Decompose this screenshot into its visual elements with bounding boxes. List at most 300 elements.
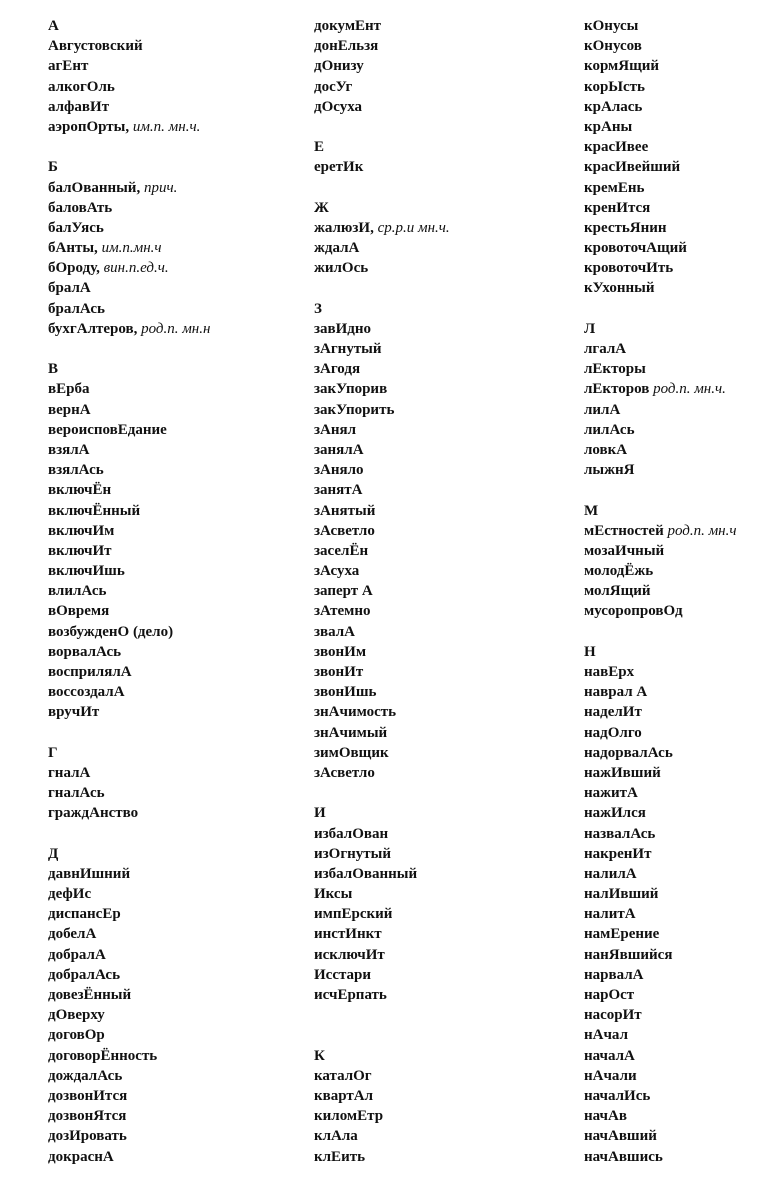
section-letter bbox=[48, 844, 298, 864]
word-entry bbox=[584, 824, 779, 844]
entry-word: лгалА bbox=[584, 341, 627, 357]
word-entry bbox=[48, 622, 298, 642]
entry-word: К bbox=[314, 1047, 325, 1064]
word-entry bbox=[48, 541, 298, 561]
entry-word: включЁнный bbox=[48, 502, 141, 519]
entry-word: дозИровать bbox=[48, 1128, 127, 1145]
spacer bbox=[314, 783, 559, 803]
word-entry bbox=[48, 501, 298, 521]
word-entry bbox=[48, 642, 298, 662]
column-3 bbox=[584, 16, 779, 1167]
word-entry bbox=[584, 541, 779, 561]
entry-word: жалюзИ, bbox=[314, 219, 374, 236]
entry-word: нарвалА bbox=[584, 966, 644, 983]
entry-word: дефИс bbox=[48, 886, 92, 903]
word-entry bbox=[314, 1106, 559, 1126]
section-letter bbox=[584, 319, 779, 339]
entry-word: начАвшись bbox=[584, 1148, 663, 1165]
word-entry bbox=[48, 238, 298, 258]
entry-word: балУясь bbox=[48, 219, 104, 236]
entry-word: лЕкторы bbox=[584, 361, 646, 378]
entry-word: М bbox=[584, 502, 599, 519]
word-entry bbox=[48, 601, 298, 621]
grammar-note: ср.р.и мн.ч. bbox=[377, 219, 450, 236]
spacer bbox=[584, 299, 779, 319]
word-entry bbox=[314, 985, 559, 1005]
entry-word: вероисповЕдание bbox=[48, 421, 167, 438]
word-entry bbox=[314, 339, 559, 359]
entry-word: бОроду, bbox=[48, 260, 100, 277]
entry-word: налИвший bbox=[584, 886, 659, 903]
entry-word: донЕльзя bbox=[314, 38, 379, 55]
grammar-note: им.п. мн.ч. bbox=[132, 118, 201, 135]
entry-word: Д bbox=[48, 845, 59, 862]
entry-word: бралАсь bbox=[48, 300, 105, 317]
section-letter bbox=[584, 642, 779, 662]
entry-word: налилА bbox=[584, 865, 637, 882]
word-entry bbox=[48, 924, 298, 944]
word-entry bbox=[314, 238, 559, 258]
entry-word: дозвонЯтся bbox=[48, 1108, 127, 1125]
entry-word: надОлго bbox=[584, 724, 642, 741]
entry-word: А bbox=[48, 18, 59, 34]
entry-word: исчЕрпать bbox=[314, 987, 387, 1003]
word-entry bbox=[48, 420, 298, 440]
entry-word: включЁн bbox=[48, 482, 112, 499]
word-entry bbox=[584, 1066, 779, 1086]
entry-word: вОвремя bbox=[48, 603, 110, 620]
word-entry bbox=[48, 521, 298, 541]
entry-word: изОгнутый bbox=[314, 845, 392, 862]
word-entry bbox=[314, 379, 559, 399]
word-entry bbox=[314, 359, 559, 379]
word-entry bbox=[584, 985, 779, 1005]
entry-word: кормЯщий bbox=[584, 58, 660, 75]
word-entry bbox=[584, 884, 779, 904]
entry-word: влилАсь bbox=[48, 583, 107, 600]
entry-word: налитА bbox=[584, 906, 636, 923]
entry-word: ворвалАсь bbox=[48, 643, 122, 660]
word-entry bbox=[584, 218, 779, 238]
entry-word: корЫсть bbox=[584, 78, 645, 95]
entry-word: Ж bbox=[314, 199, 329, 216]
word-entry bbox=[48, 965, 298, 985]
entry-word: ждалА bbox=[314, 240, 360, 257]
word-entry bbox=[48, 36, 298, 56]
entry-word: Иксы bbox=[314, 886, 353, 903]
word-entry bbox=[48, 278, 298, 298]
entry-word: нАчали bbox=[584, 1067, 637, 1084]
word-entry bbox=[48, 662, 298, 682]
word-entry bbox=[584, 137, 779, 157]
entry-word: закУпорить bbox=[314, 401, 395, 418]
word-entry bbox=[48, 218, 298, 238]
word-entry bbox=[48, 1046, 298, 1066]
entry-word: бралА bbox=[48, 280, 91, 297]
word-entry bbox=[584, 1106, 779, 1126]
word-entry bbox=[48, 682, 298, 702]
entry-word: киломЕтр bbox=[314, 1108, 384, 1125]
entry-word: надорвалАсь bbox=[584, 744, 673, 761]
word-entry bbox=[314, 945, 559, 965]
word-entry bbox=[48, 1147, 298, 1167]
spacer bbox=[314, 1005, 559, 1025]
entry-word: зАнял bbox=[314, 421, 357, 438]
entry-word: дождалАсь bbox=[48, 1067, 123, 1084]
word-entry bbox=[584, 1005, 779, 1025]
entry-word: назвалАсь bbox=[584, 825, 656, 842]
entry-word: бАнты, bbox=[48, 240, 98, 257]
word-entry bbox=[584, 339, 779, 359]
word-entry bbox=[48, 440, 298, 460]
entry-word: довезЁнный bbox=[48, 987, 132, 1003]
word-entry bbox=[48, 783, 298, 803]
spacer bbox=[314, 278, 559, 298]
entry-word: включИшь bbox=[48, 563, 125, 580]
word-entry bbox=[48, 379, 298, 399]
word-entry bbox=[48, 299, 298, 319]
entry-word: зАгодя bbox=[314, 361, 361, 378]
entry-word: Л bbox=[584, 320, 596, 337]
word-entry bbox=[314, 864, 559, 884]
word-entry bbox=[584, 400, 779, 420]
word-entry bbox=[314, 1086, 559, 1106]
word-entry bbox=[314, 541, 559, 561]
entry-word: баловАть bbox=[48, 199, 113, 216]
entry-word: избалОванный bbox=[314, 865, 418, 882]
word-entry bbox=[584, 278, 779, 298]
entry-word: насорИт bbox=[584, 1007, 642, 1024]
grammar-note: род.п. мн.н bbox=[141, 320, 211, 337]
entry-word: звонИм bbox=[314, 643, 367, 660]
entry-word: занятА bbox=[314, 482, 363, 499]
entry-word: дОверху bbox=[48, 1007, 105, 1024]
word-entry bbox=[48, 1005, 298, 1025]
entry-word: намЕрение bbox=[584, 926, 660, 943]
entry-word: накренИт bbox=[584, 845, 652, 862]
entry-word: добралА bbox=[48, 946, 106, 963]
word-entry bbox=[314, 924, 559, 944]
word-entry bbox=[584, 581, 779, 601]
word-entry bbox=[584, 1126, 779, 1146]
entry-word: Б bbox=[48, 159, 58, 176]
entry-word: звалА bbox=[314, 623, 356, 640]
word-entry bbox=[584, 1046, 779, 1066]
word-entry bbox=[584, 844, 779, 864]
word-entry bbox=[48, 763, 298, 783]
word-entry bbox=[314, 884, 559, 904]
entry-word: зАсветло bbox=[314, 522, 375, 539]
word-entry bbox=[314, 97, 559, 117]
entry-word: молодЁжь bbox=[584, 563, 654, 580]
word-entry bbox=[48, 97, 298, 117]
grammar-note: вин.п.ед.ч. bbox=[103, 260, 169, 277]
entry-word: граждАнство bbox=[48, 805, 139, 822]
word-entry bbox=[48, 803, 298, 823]
entry-word: крАны bbox=[584, 118, 633, 135]
word-entry bbox=[314, 763, 559, 783]
entry-word: мозаИчный bbox=[584, 542, 665, 559]
entry-word: крАлась bbox=[584, 98, 643, 115]
word-entry bbox=[314, 16, 559, 36]
entry-word: началА bbox=[584, 1047, 635, 1064]
entry-word: давнИшний bbox=[48, 865, 131, 882]
section-letter bbox=[584, 501, 779, 521]
word-entry bbox=[48, 581, 298, 601]
word-entry bbox=[48, 198, 298, 218]
section-letter bbox=[48, 743, 298, 763]
entry-word: кровоточАщий bbox=[584, 240, 687, 257]
entry-word: дОнизу bbox=[314, 58, 364, 75]
entry-word: зАнятый bbox=[314, 502, 376, 519]
word-entry bbox=[314, 824, 559, 844]
word-entry bbox=[48, 985, 298, 1005]
word-entry bbox=[584, 864, 779, 884]
word-entry bbox=[584, 440, 779, 460]
grammar-note: род.п. мн.ч. bbox=[653, 381, 726, 398]
entry-word: алкогОль bbox=[48, 78, 115, 95]
entry-word: инстИнкт bbox=[314, 926, 382, 943]
entry-word: занялА bbox=[314, 441, 364, 458]
word-entry bbox=[314, 157, 559, 177]
word-entry bbox=[48, 1086, 298, 1106]
entry-word: наврал А bbox=[584, 684, 648, 701]
section-letter bbox=[314, 1046, 559, 1066]
entry-word: кремЕнь bbox=[584, 179, 645, 196]
word-entry bbox=[584, 460, 779, 480]
word-entry bbox=[314, 521, 559, 541]
word-entry bbox=[584, 198, 779, 218]
entry-word: заперт А bbox=[314, 583, 373, 600]
word-entry bbox=[584, 97, 779, 117]
word-entry bbox=[584, 1086, 779, 1106]
entry-word: зАняло bbox=[314, 462, 364, 479]
entry-word: молЯщий bbox=[584, 583, 651, 600]
word-entry bbox=[314, 218, 559, 238]
entry-word: добелА bbox=[48, 926, 97, 943]
entry-word: знАчимый bbox=[314, 724, 388, 741]
entry-word: жилОсь bbox=[314, 260, 369, 277]
entry-word: договорЁнность bbox=[48, 1047, 158, 1064]
section-letter bbox=[314, 137, 559, 157]
entry-word: вручИт bbox=[48, 704, 100, 721]
entry-word: нажИлся bbox=[584, 805, 646, 822]
entry-word: агЕнт bbox=[48, 58, 89, 75]
entry-word: Н bbox=[584, 643, 596, 660]
entry-word: досУг bbox=[314, 78, 353, 95]
entry-word: мЕстностей bbox=[584, 522, 664, 539]
word-entry bbox=[48, 561, 298, 581]
word-entry bbox=[314, 622, 559, 642]
entry-word: исключИт bbox=[314, 946, 385, 963]
entry-word: кровоточИть bbox=[584, 260, 674, 277]
word-entry bbox=[48, 178, 298, 198]
word-entry bbox=[314, 1147, 559, 1167]
entry-word: нарОст bbox=[584, 987, 635, 1003]
word-entry bbox=[314, 56, 559, 76]
word-entry bbox=[584, 379, 779, 399]
word-entry bbox=[584, 1025, 779, 1045]
word-entry bbox=[584, 178, 779, 198]
entry-word: началИсь bbox=[584, 1087, 651, 1104]
spacer bbox=[584, 480, 779, 500]
word-entry bbox=[314, 1066, 559, 1086]
word-entry bbox=[584, 157, 779, 177]
entry-word: квартАл bbox=[314, 1087, 374, 1104]
word-entry bbox=[314, 77, 559, 97]
grammar-note: род.п. мн.ч bbox=[667, 522, 737, 539]
entry-word: договОр bbox=[48, 1027, 105, 1044]
word-entry bbox=[48, 945, 298, 965]
entry-word: избалОван bbox=[314, 825, 389, 842]
entry-word: гналА bbox=[48, 764, 91, 781]
entry-word: ловкА bbox=[584, 441, 628, 458]
word-entry bbox=[48, 1066, 298, 1086]
entry-word: кренИтся bbox=[584, 199, 651, 216]
entry-word: дОсуха bbox=[314, 98, 363, 115]
word-entry bbox=[584, 521, 779, 541]
word-entry bbox=[48, 400, 298, 420]
entry-word: восприлялА bbox=[48, 664, 132, 680]
word-entry bbox=[48, 56, 298, 76]
word-entry bbox=[584, 743, 779, 763]
word-entry bbox=[314, 440, 559, 460]
word-entry bbox=[48, 1025, 298, 1045]
entry-word: З bbox=[314, 300, 322, 317]
word-entry bbox=[314, 36, 559, 56]
word-entry bbox=[314, 420, 559, 440]
word-entry bbox=[584, 561, 779, 581]
entry-word: клАла bbox=[314, 1128, 358, 1145]
entry-word: нАчал bbox=[584, 1027, 628, 1044]
section-letter bbox=[48, 157, 298, 177]
entry-word: лилАсь bbox=[584, 421, 635, 438]
word-entry bbox=[314, 581, 559, 601]
word-entry bbox=[584, 601, 779, 621]
entry-word: Е bbox=[314, 139, 325, 156]
word-entry bbox=[584, 904, 779, 924]
word-entry bbox=[584, 803, 779, 823]
word-entry bbox=[314, 460, 559, 480]
section-letter bbox=[314, 299, 559, 319]
word-entry bbox=[48, 1126, 298, 1146]
entry-word: Августовский bbox=[48, 38, 143, 55]
word-entry bbox=[584, 723, 779, 743]
entry-word: знАчимость bbox=[314, 704, 397, 721]
entry-word: импЕрский bbox=[314, 906, 393, 923]
entry-word: докумЕнт bbox=[314, 18, 382, 34]
entry-word: начАвший bbox=[584, 1128, 657, 1145]
entry-word: завИдно bbox=[314, 320, 372, 337]
entry-word: лЕкторов bbox=[584, 381, 650, 398]
word-entry bbox=[314, 319, 559, 339]
entry-word: возбужденО (дело) bbox=[48, 623, 174, 640]
word-entry bbox=[48, 702, 298, 722]
word-entry bbox=[48, 904, 298, 924]
entry-word: добралАсь bbox=[48, 966, 121, 983]
word-entry bbox=[584, 1147, 779, 1167]
word-entry bbox=[584, 924, 779, 944]
entry-word: зимОвщик bbox=[314, 744, 389, 761]
word-entry bbox=[314, 1126, 559, 1146]
entry-word: Исстари bbox=[314, 966, 372, 983]
entry-word: включИт bbox=[48, 542, 112, 559]
word-entry bbox=[314, 844, 559, 864]
spacer bbox=[314, 117, 559, 137]
spacer bbox=[314, 178, 559, 198]
word-entry bbox=[314, 743, 559, 763]
entry-word: воссоздалА bbox=[48, 684, 125, 701]
entry-word: взялАсь bbox=[48, 462, 104, 479]
word-entry bbox=[48, 1106, 298, 1126]
word-entry bbox=[314, 258, 559, 278]
word-entry bbox=[584, 16, 779, 36]
word-entry bbox=[584, 682, 779, 702]
entry-word: И bbox=[314, 805, 326, 822]
section-letter bbox=[314, 803, 559, 823]
entry-word: кУхонный bbox=[584, 280, 655, 297]
word-entry bbox=[584, 359, 779, 379]
entry-word: зАгнутый bbox=[314, 341, 382, 357]
word-entry bbox=[314, 682, 559, 702]
entry-word: кОнусов bbox=[584, 38, 642, 55]
spacer bbox=[48, 824, 298, 844]
word-entry bbox=[584, 77, 779, 97]
word-entry bbox=[48, 460, 298, 480]
word-entry bbox=[584, 117, 779, 137]
entry-word: кОнусы bbox=[584, 18, 639, 34]
entry-word: Г bbox=[48, 744, 58, 761]
word-entry bbox=[48, 864, 298, 884]
entry-word: нажИвший bbox=[584, 764, 661, 781]
word-entry bbox=[584, 420, 779, 440]
entry-word: начАв bbox=[584, 1108, 627, 1125]
entry-word: еретИк bbox=[314, 159, 364, 176]
entry-word: нажитА bbox=[584, 785, 638, 802]
grammar-note: им.п.мн.ч bbox=[101, 240, 162, 257]
entry-word: красИвее bbox=[584, 139, 649, 156]
entry-word: балОванный, bbox=[48, 179, 141, 196]
word-entry bbox=[48, 884, 298, 904]
entry-word: алфавИт bbox=[48, 98, 110, 115]
word-entry bbox=[584, 36, 779, 56]
word-entry bbox=[314, 702, 559, 722]
word-entry bbox=[48, 319, 298, 339]
entry-word: наделИт bbox=[584, 704, 642, 721]
word-entry bbox=[584, 763, 779, 783]
entry-word: звонИшь bbox=[314, 684, 377, 701]
word-entry bbox=[314, 904, 559, 924]
word-entry bbox=[314, 400, 559, 420]
entry-word: вернА bbox=[48, 401, 91, 418]
word-entry bbox=[584, 238, 779, 258]
entry-word: докраснА bbox=[48, 1148, 114, 1165]
entry-word: клЕить bbox=[314, 1148, 366, 1165]
word-entry bbox=[584, 258, 779, 278]
entry-word: диспансЕр bbox=[48, 906, 121, 923]
entry-word: закУпорив bbox=[314, 381, 388, 398]
entry-word: бухгАлтеров, bbox=[48, 320, 138, 337]
word-entry bbox=[584, 965, 779, 985]
entry-word: мусоропровОд bbox=[584, 603, 683, 620]
column-1 bbox=[48, 16, 298, 1167]
column-2 bbox=[314, 16, 559, 1167]
entry-word: звонИт bbox=[314, 664, 364, 680]
word-entry bbox=[48, 480, 298, 500]
word-entry bbox=[314, 642, 559, 662]
entry-word: крестьЯнин bbox=[584, 219, 667, 236]
word-entry bbox=[314, 723, 559, 743]
